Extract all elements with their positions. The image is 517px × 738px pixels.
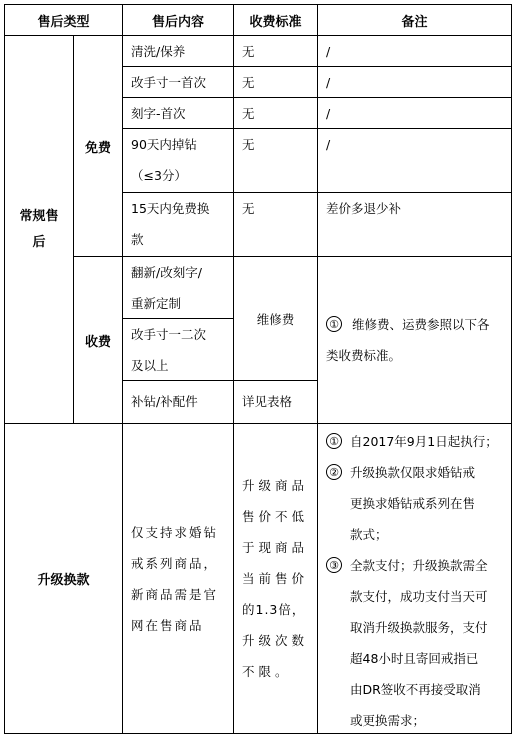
header-content: 售后内容 [151,14,204,30]
free-row-note: / [326,106,331,121]
free-row-fee: 无 [242,106,255,121]
free-row-content: 90天内掉钻 （≤3分） [131,137,197,183]
free-label: 免费 [84,140,111,156]
upgrade-label: 升级换款 [37,573,90,588]
note-item: ③ 全款支付；升级换款需全 款支付，成功支付当天可 取消升级换款服务，支付 超48小时且寄回戒指已 由DR签收不再接受取消 或更换需求； [326,550,507,736]
free-row-content: 15天内免费换 款 [131,201,210,247]
free-row-note: / [326,75,331,90]
circled-number-icon: ② [326,464,342,480]
paid-row-content: 翻新/改刻字/ 重新定制 [131,265,202,311]
note-item: ② 升级换款仅限求婚钻戒 更换求婚钻戒系列在售 款式； [326,457,507,550]
free-row-note: / [326,137,331,152]
free-row-content: 清洗/保养 [131,44,186,59]
paid-row-content: 补钻/补配件 [131,394,198,409]
circled-number-icon: ① [326,433,342,449]
free-row-fee: 无 [242,137,255,152]
free-row-note: / [326,44,331,59]
header-type: 售后类型 [37,14,90,30]
regular-after-sales-label: 常规售 后 [19,208,59,250]
circled-number-icon: ③ [326,557,342,573]
free-row-content: 刻字-首次 [131,106,186,121]
free-row-fee: 无 [242,201,255,216]
paid-label: 收费 [84,334,111,350]
paid-note: ① 维修费、运费参照以下各 类收费标准。 [326,317,490,363]
free-row-fee: 无 [242,75,255,90]
after-sales-table [4,4,512,734]
header-note: 备注 [401,14,428,30]
note-item: ① 自2017年9月1日起执行； [326,426,507,457]
circled-number-icon: ① [326,316,342,332]
free-row-fee: 无 [242,44,255,59]
upgrade-fee: 升级商品 售价不低 于现商品 当前售价 的1.3倍， 升级次数 不限。 [242,478,309,679]
upgrade-content: 仅支持求婚钻 戒系列商品， 新商品需是官 网在售商品 [131,524,219,633]
free-row-content: 改手寸一首次 [131,75,207,90]
paid-row-content: 改手寸一二次 及以上 [131,327,207,373]
upgrade-notes [318,424,511,733]
free-row-note: 差价多退少补 [326,201,402,216]
paid-row-fee: 详见表格 [242,394,293,409]
header-fee: 收费标准 [249,14,302,30]
repair-fee: 维修费 [256,311,295,327]
